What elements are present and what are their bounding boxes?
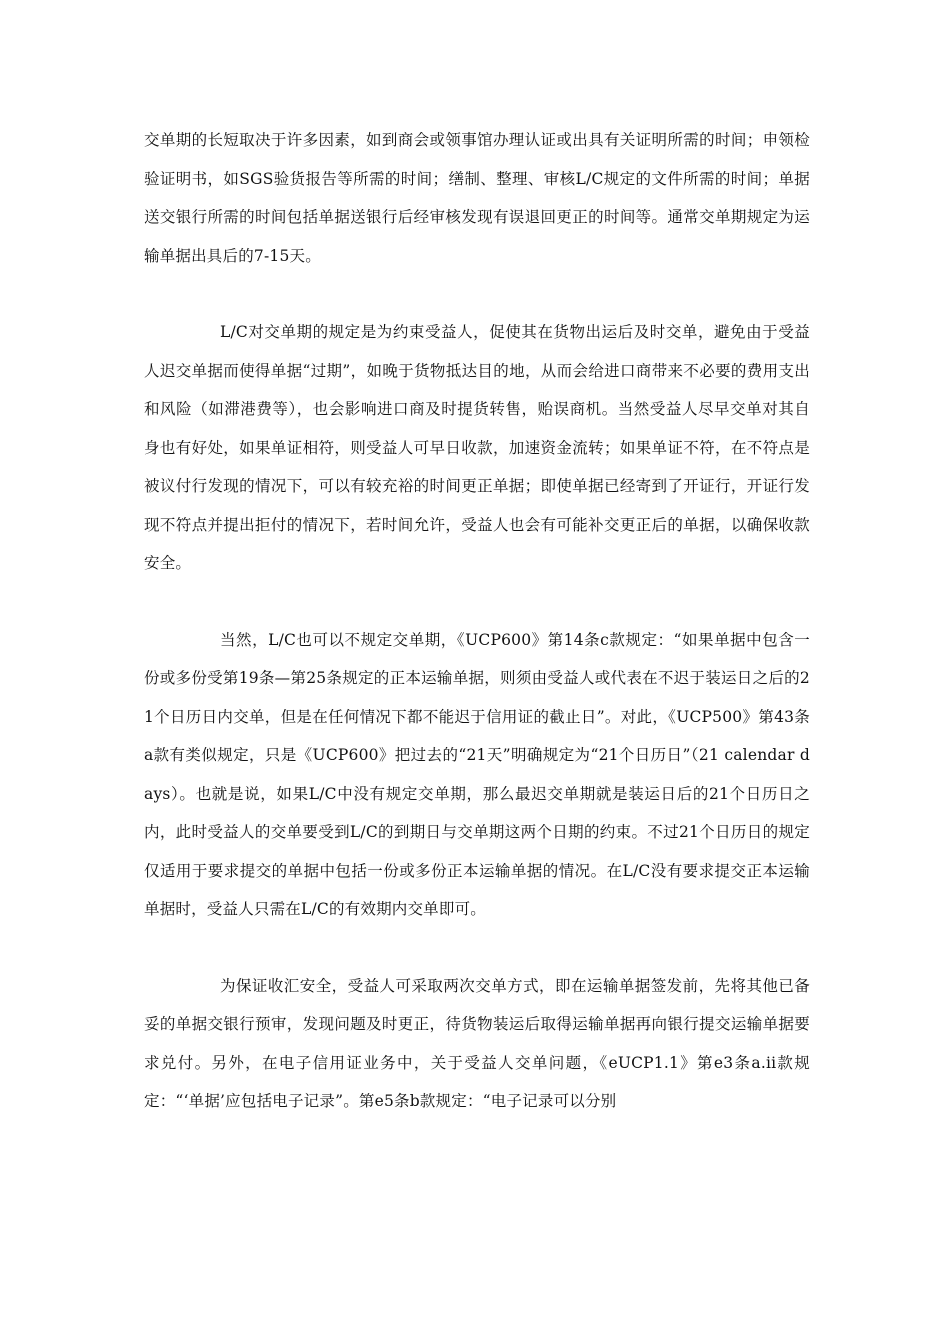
paragraph-two-stage-presentation: 为保证收汇安全，受益人可采取两次交单方式，即在运输单据签发前，先将其他已备妥的单据交银行预审，发现问题及时更正，待货物装运后取得运输单据再向银行提交运输单据要求兑付。另外，在电子信用证业务中，关于受益人交单问题，《eUCP1.1》第e3条a.ii款规定：“‘单据’应包括电子记录”。第e5条b款规定：“电子记录可以分别: [144, 976, 810, 1110]
paragraph-presentation-period-factors: 交单期的长短取决于许多因素，如到商会或领事馆办理认证或出具有关证明所需的时间；申领检验证明书，如SGS验货报告等所需的时间；缮制、整理、审核L/C规定的文件所需的时间；单据送交银行所需的时间包括单据送银行后经审核发现有误退回更正的时间等。通常交单期规定为运输单据出具后的7-15天。: [144, 131, 810, 265]
paragraph-ucp600-rule: 当然，L/C也可以不规定交单期，《UCP600》第14条c款规定：“如果单据中包含一份或多份受第19条—第25条规定的正本运输单据，则须由受益人或代表在不迟于装运日之后的21个日历日内交单，但是在任何情况下都不能迟于信用证的截止日”。对此，《UCP500》第43条a款有类似规定，只是《UCP600》把过去的“21天”明确规定为“21个日历日”（21 calendar days）。也就是说，如果L/C中没有规定交单期，那么最迟交单期就是装运日后的21个日历日之内，此时受益人的交单要受到L/C的到期日与交单期这两个日期的约束。不过21个日历日的规定仅适用于要求提交的单据中包括一份或多份正本运输单据的情况。在L/C没有要求提交正本运输单据时，受益人只需在L/C的有效期内交单即可。: [144, 630, 810, 918]
paragraph-gap: [144, 583, 810, 621]
paragraph-gap: [144, 275, 810, 313]
document-body: [144, 121, 810, 1121]
paragraph-purpose-of-presentation-period: L/C对交单期的规定是为约束受益人，促使其在货物出运后及时交单，避免由于受益人迟交单据而使得单据“过期”，如晚于货物抵达目的地，从而会给进口商带来不必要的费用支出和风险（如滞港费等），也会影响进口商及时提货转售，贻误商机。当然受益人尽早交单对其自身也有好处，如果单证相符，则受益人可早日收款，加速资金流转；如果单证不符，在不符点是被议付行发现的情况下，可以有较充裕的时间更正单据；即使单据已经寄到了开证行，开证行发现不符点并提出拒付的情况下，若时间允许，受益人也会有可能补交更正后的单据，以确保收款安全。: [144, 323, 810, 572]
paragraph-gap: [144, 929, 810, 967]
